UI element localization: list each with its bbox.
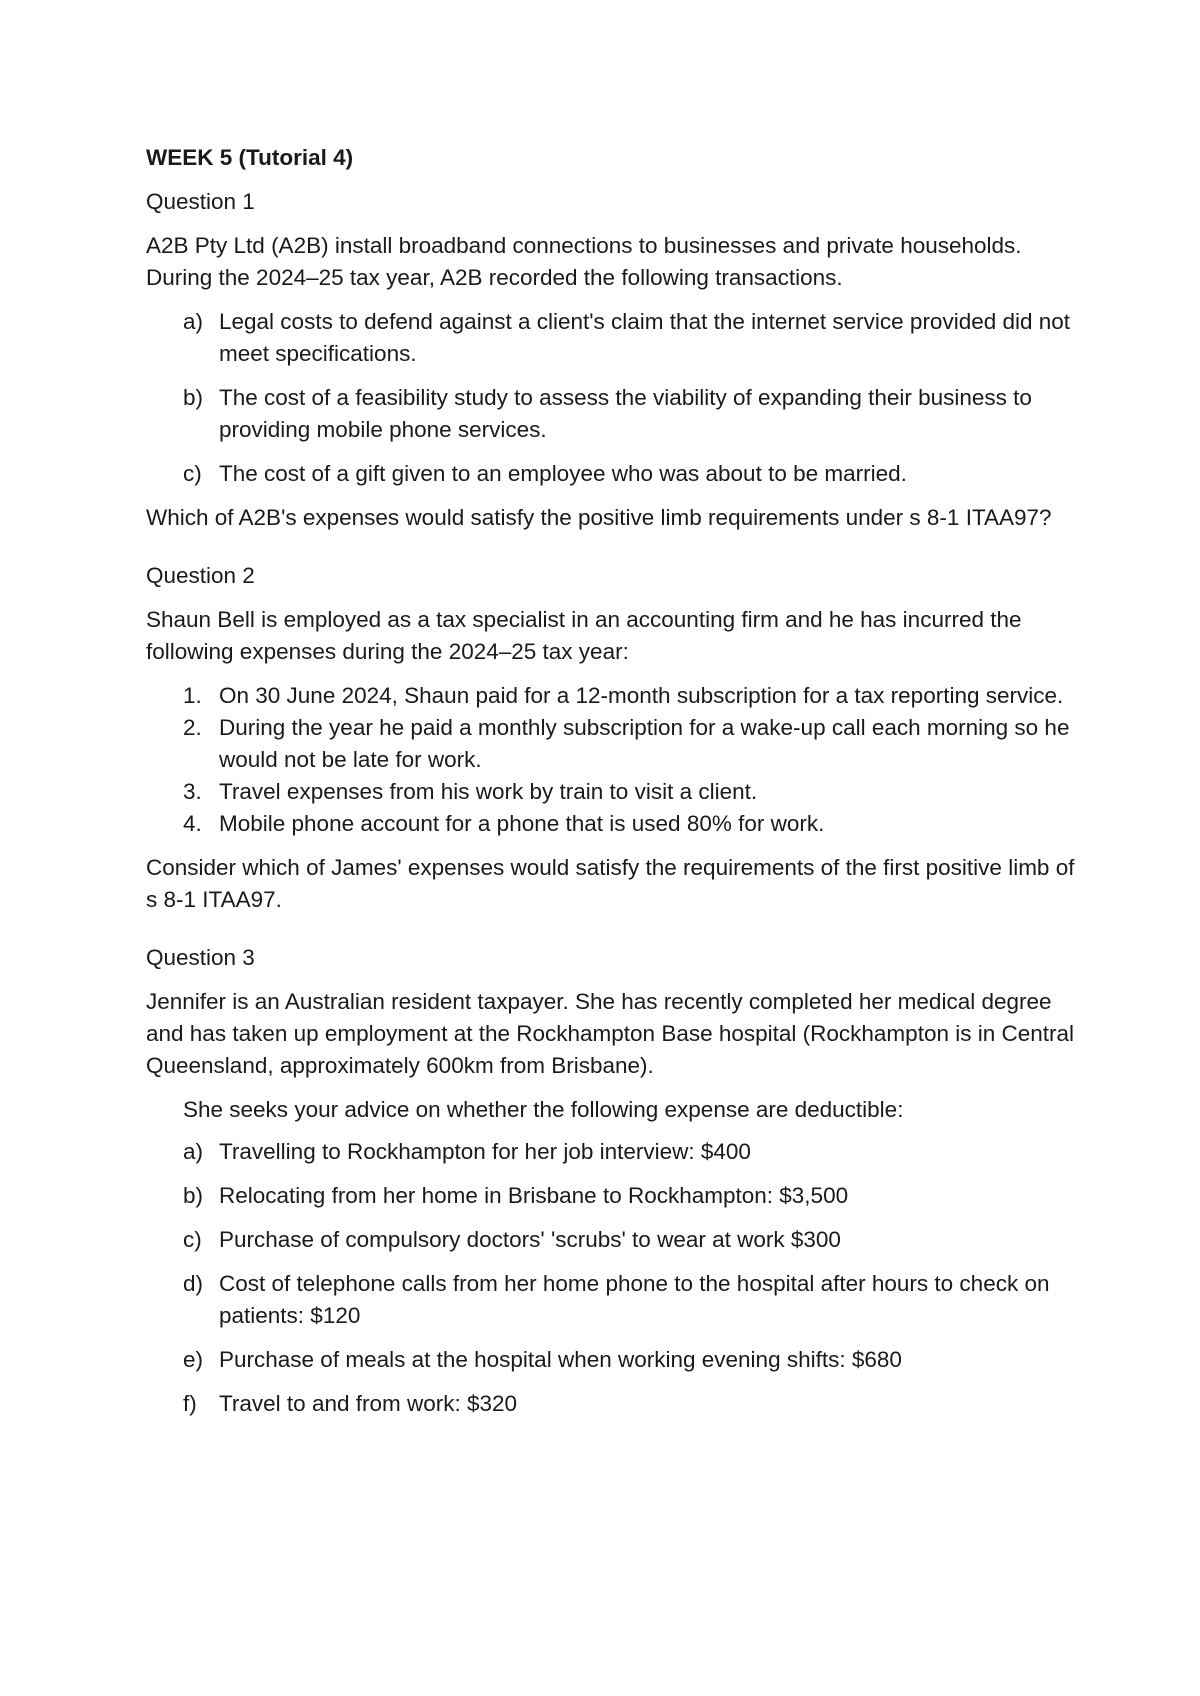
list-item-text: The cost of a feasibility study to assess the viability of expanding their business to providing mobile phone services. [219,385,1032,442]
list-item-text: On 30 June 2024, Shaun paid for a 12-month subscription for a tax reporting service. [219,683,1064,708]
list-item-text: Purchase of compulsory doctors' 'scrubs' to wear at work $300 [219,1227,841,1252]
list-marker: b) [183,1183,204,1208]
list-item [146,1180,1086,1212]
list-marker: c) [183,461,202,486]
question-2-heading: Question 2 [146,563,255,588]
list-marker: c) [183,1227,202,1252]
list-item-text: Purchase of meals at the hospital when working evening shifts: $680 [219,1347,902,1372]
list-item-text: Cost of telephone calls from her home phone to the hospital after hours to check on patients: $120 [219,1271,1050,1328]
list-item-text: The cost of a gift given to an employee who was about to be married. [219,461,907,486]
document-page [146,142,1086,1432]
list-item-text: Travel expenses from his work by train to visit a client. [219,779,758,804]
question-1-list [146,306,1086,490]
question-1-question: Which of A2B's expenses would satisfy the positive limb requirements under s 8-1 ITAA97? [146,505,1052,530]
list-item [146,382,1086,446]
list-marker: e) [183,1347,204,1372]
list-item [146,1388,1086,1420]
list-marker: b) [183,385,204,410]
list-item-text: During the year he paid a monthly subscription for a wake-up call each morning so he would not be late for work. [219,715,1070,772]
list-marker: 2. [183,715,202,740]
question-2-list [146,680,1086,840]
list-marker: a) [183,1139,204,1164]
list-marker: 4. [183,811,202,836]
list-marker: d) [183,1271,204,1296]
list-item [146,306,1086,370]
list-item-text: Travelling to Rockhampton for her job interview: $400 [219,1139,751,1164]
list-item [146,680,1086,712]
question-2-question: Consider which of James' expenses would satisfy the requirements of the first positive limb of s 8-1 ITAA97. [146,855,1075,912]
list-marker: 3. [183,779,202,804]
list-item-text: Legal costs to defend against a client's claim that the internet service provided did not meet specifications. [219,309,1071,366]
list-item-text: Relocating from her home in Brisbane to Rockhampton: $3,500 [219,1183,849,1208]
list-item [146,776,1086,808]
list-item-text: Mobile phone account for a phone that is used 80% for work. [219,811,825,836]
page-title: WEEK 5 (Tutorial 4) [146,145,354,170]
question-3-prompt: She seeks your advice on whether the following expense are deductible: [183,1097,904,1122]
list-marker: f) [183,1391,197,1416]
list-item [146,712,1086,776]
question-3-heading: Question 3 [146,945,255,970]
question-2-intro: Shaun Bell is employed as a tax specialist in an accounting firm and he has incurred the following expenses during the 2024–25 tax year: [146,607,1022,664]
list-item [146,1136,1086,1168]
list-item [146,1268,1086,1332]
list-marker: a) [183,309,204,334]
question-3-list [146,1136,1086,1420]
list-marker: 1. [183,683,202,708]
question-3-intro: Jennifer is an Australian resident taxpayer. She has recently completed her medical degree and has taken up employment at the Rockhampton Base hospital (Rockhampton is in Central Queensland, approximately 600km from Brisbane). [146,989,1075,1078]
list-item [146,458,1086,490]
list-item [146,1224,1086,1256]
list-item [146,808,1086,840]
question-1-intro: A2B Pty Ltd (A2B) install broadband connections to businesses and private households. During the 2024–25 tax year, A2B recorded the following transactions. [146,233,1022,290]
list-item [146,1344,1086,1376]
list-item-text: Travel to and from work: $320 [219,1391,518,1416]
question-1-heading: Question 1 [146,189,255,214]
